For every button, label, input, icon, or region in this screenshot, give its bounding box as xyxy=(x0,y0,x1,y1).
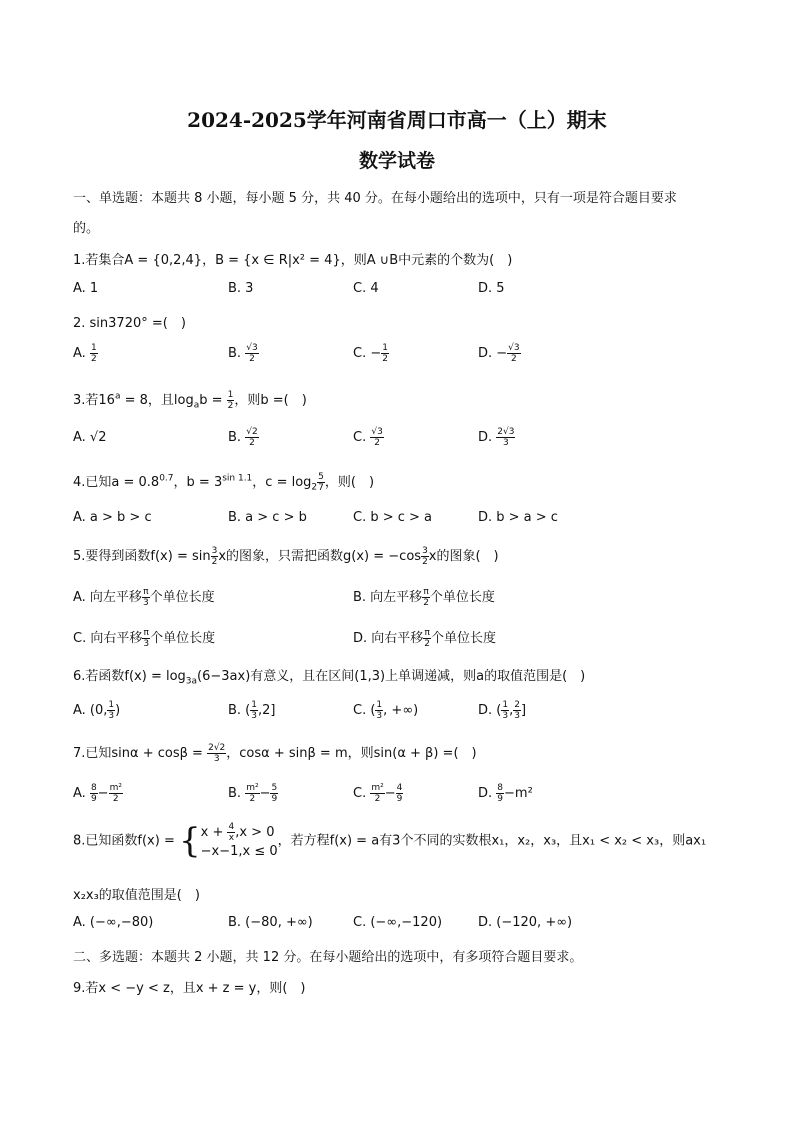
q8-option-c: C. (−∞,−120) xyxy=(353,915,443,930)
q6-option-b: B. ( $\frac{1}{3}$ ,2] xyxy=(228,700,276,721)
q6-stem: 6.若函数$f(x) = \log_{3a}(6-3ax)$有意义，且在区间(1,3)上单调递减，则a的取值范围是( ) xyxy=(73,669,586,687)
q1-option-d: D. 5 xyxy=(478,281,505,296)
q4-option-a: A. a > b > c xyxy=(73,510,152,525)
q5-option-c: C. 向右平移 $\frac{\pi}{3}$ 个单位长度 xyxy=(73,628,216,649)
q3-option-c: C. $\frac{√3}{2}$ xyxy=(353,427,383,448)
q3-option-a: A. √2 xyxy=(73,430,107,445)
q7-stem: 7.已知sinα + cosβ = $\frac{2√2}{3}$ ，cosα + sinβ = m，则sin(α + β) =( ) xyxy=(73,743,477,764)
q3-option-b: B. $\frac{√2}{2}$ xyxy=(228,427,258,448)
q9-stem: 9.若x < −y < z，且x + z = y，则( ) xyxy=(73,981,306,996)
q6-option-c: C. ( $\frac{1}{3}$ , +∞) xyxy=(353,700,419,721)
section2-instructions: 二、多选题：本题共 2 小题，共 12 分。在每小题给出的选项中，有多项符合题目要求。 xyxy=(73,950,583,965)
q7-option-d: D. $\frac{8}{9}$ −m² xyxy=(478,783,533,804)
q7-option-b: B. $\frac{\text{m²}}{2}$ − $\frac{5}{9}$ xyxy=(228,783,278,804)
q5-option-b: B. 向左平移 $\frac{\pi}{2}$ 个单位长度 xyxy=(353,587,495,608)
q5-stem: 5.要得到函数f(x) = sin $\frac{3}{2}$ x的图象，只需把函数g(x) = −cos $\frac{3}{2}$ x的图象( ) xyxy=(73,546,499,567)
q1-option-b: B. 3 xyxy=(228,281,254,296)
q6-option-d: D. ( $\frac{1}{3}$ , $\frac{2}{3}$ ] xyxy=(478,700,527,721)
q3-stem: 3.若$16^a = 8$，且$\log_ab$ = $\frac{1}{2}$ ，则b =( ) xyxy=(73,390,307,411)
q4-option-d: D. b > a > c xyxy=(478,510,558,525)
q8-option-b: B. (−80, +∞) xyxy=(228,915,313,930)
page-title: 2024-2025学年河南省周口市高一（上）期末 xyxy=(187,108,607,132)
q1-stem: 1.若集合A = {0,2,4}，B = {x ∈ R|x² = 4}，则A ∪B中元素的个数为( ) xyxy=(73,253,513,268)
q3-option-d: D. $\frac{2√3}{3}$ xyxy=(478,427,515,448)
q6-option-a: A. (0, $\frac{1}{3}$ ) xyxy=(73,700,121,721)
section1-instructions-cont: 的。 xyxy=(73,221,100,236)
q8-stem-cont: x₂x₃的取值范围是( ) xyxy=(73,888,200,903)
q2-option-c: C. − $\frac{1}{2}$ xyxy=(353,343,388,364)
q1-option-c: C. 4 xyxy=(353,281,379,296)
q2-option-a: A. $\frac{1}{2}$ xyxy=(73,343,97,364)
q5-option-d: D. 向右平移 $\frac{\pi}{2}$ 个单位长度 xyxy=(353,628,497,649)
q8-stem: 8.已知函数f(x) = { x + $\frac{4}{x}$ ,x > 0 −x−1,x ≤ 0 ，若方程f(x) = a有3个不同的实数根x₁，x₂，x₃，且x₁ < x₂ < x₃，则ax₁ xyxy=(73,821,707,861)
q2-option-d: D. − $\frac{√3}{2}$ xyxy=(478,343,520,364)
section1-instructions: 一、单选题：本题共 8 小题，每小题 5 分，共 40 分。在每小题给出的选项中，只有一项是符合题目要求 xyxy=(73,191,677,206)
q8-option-a: A. (−∞,−80) xyxy=(73,915,154,930)
q4-option-c: C. b > c > a xyxy=(353,510,433,525)
q2-stem: 2. sin3720° =( ) xyxy=(73,316,186,331)
page-subtitle: 数学试卷 xyxy=(358,150,435,172)
q2-option-b: B. $\frac{√3}{2}$ xyxy=(228,343,258,364)
q7-option-a: A. $\frac{8}{9}$ − $\frac{\text{m²}}{2}$ xyxy=(73,783,122,804)
q4-stem: 4.已知$a = 0.8^{0.7}$，$b = 3^{sin 1.1}$，$c = \log_2$ $\frac{5}{7}$ ，则( ) xyxy=(73,472,375,493)
q5-option-a: A. 向左平移 $\frac{\pi}{3}$ 个单位长度 xyxy=(73,587,215,608)
q8-option-d: D. (−120, +∞) xyxy=(478,915,573,930)
q8-piecewise: { x + $\frac{4}{x}$ ,x > 0 −x−1,x ≤ 0 xyxy=(178,821,278,861)
q4-option-b: B. a > c > b xyxy=(228,510,307,525)
q7-option-c: C. $\frac{\text{m²}}{2}$ − $\frac{4}{9}$ xyxy=(353,783,403,804)
q1-option-a: A. 1 xyxy=(73,281,99,296)
